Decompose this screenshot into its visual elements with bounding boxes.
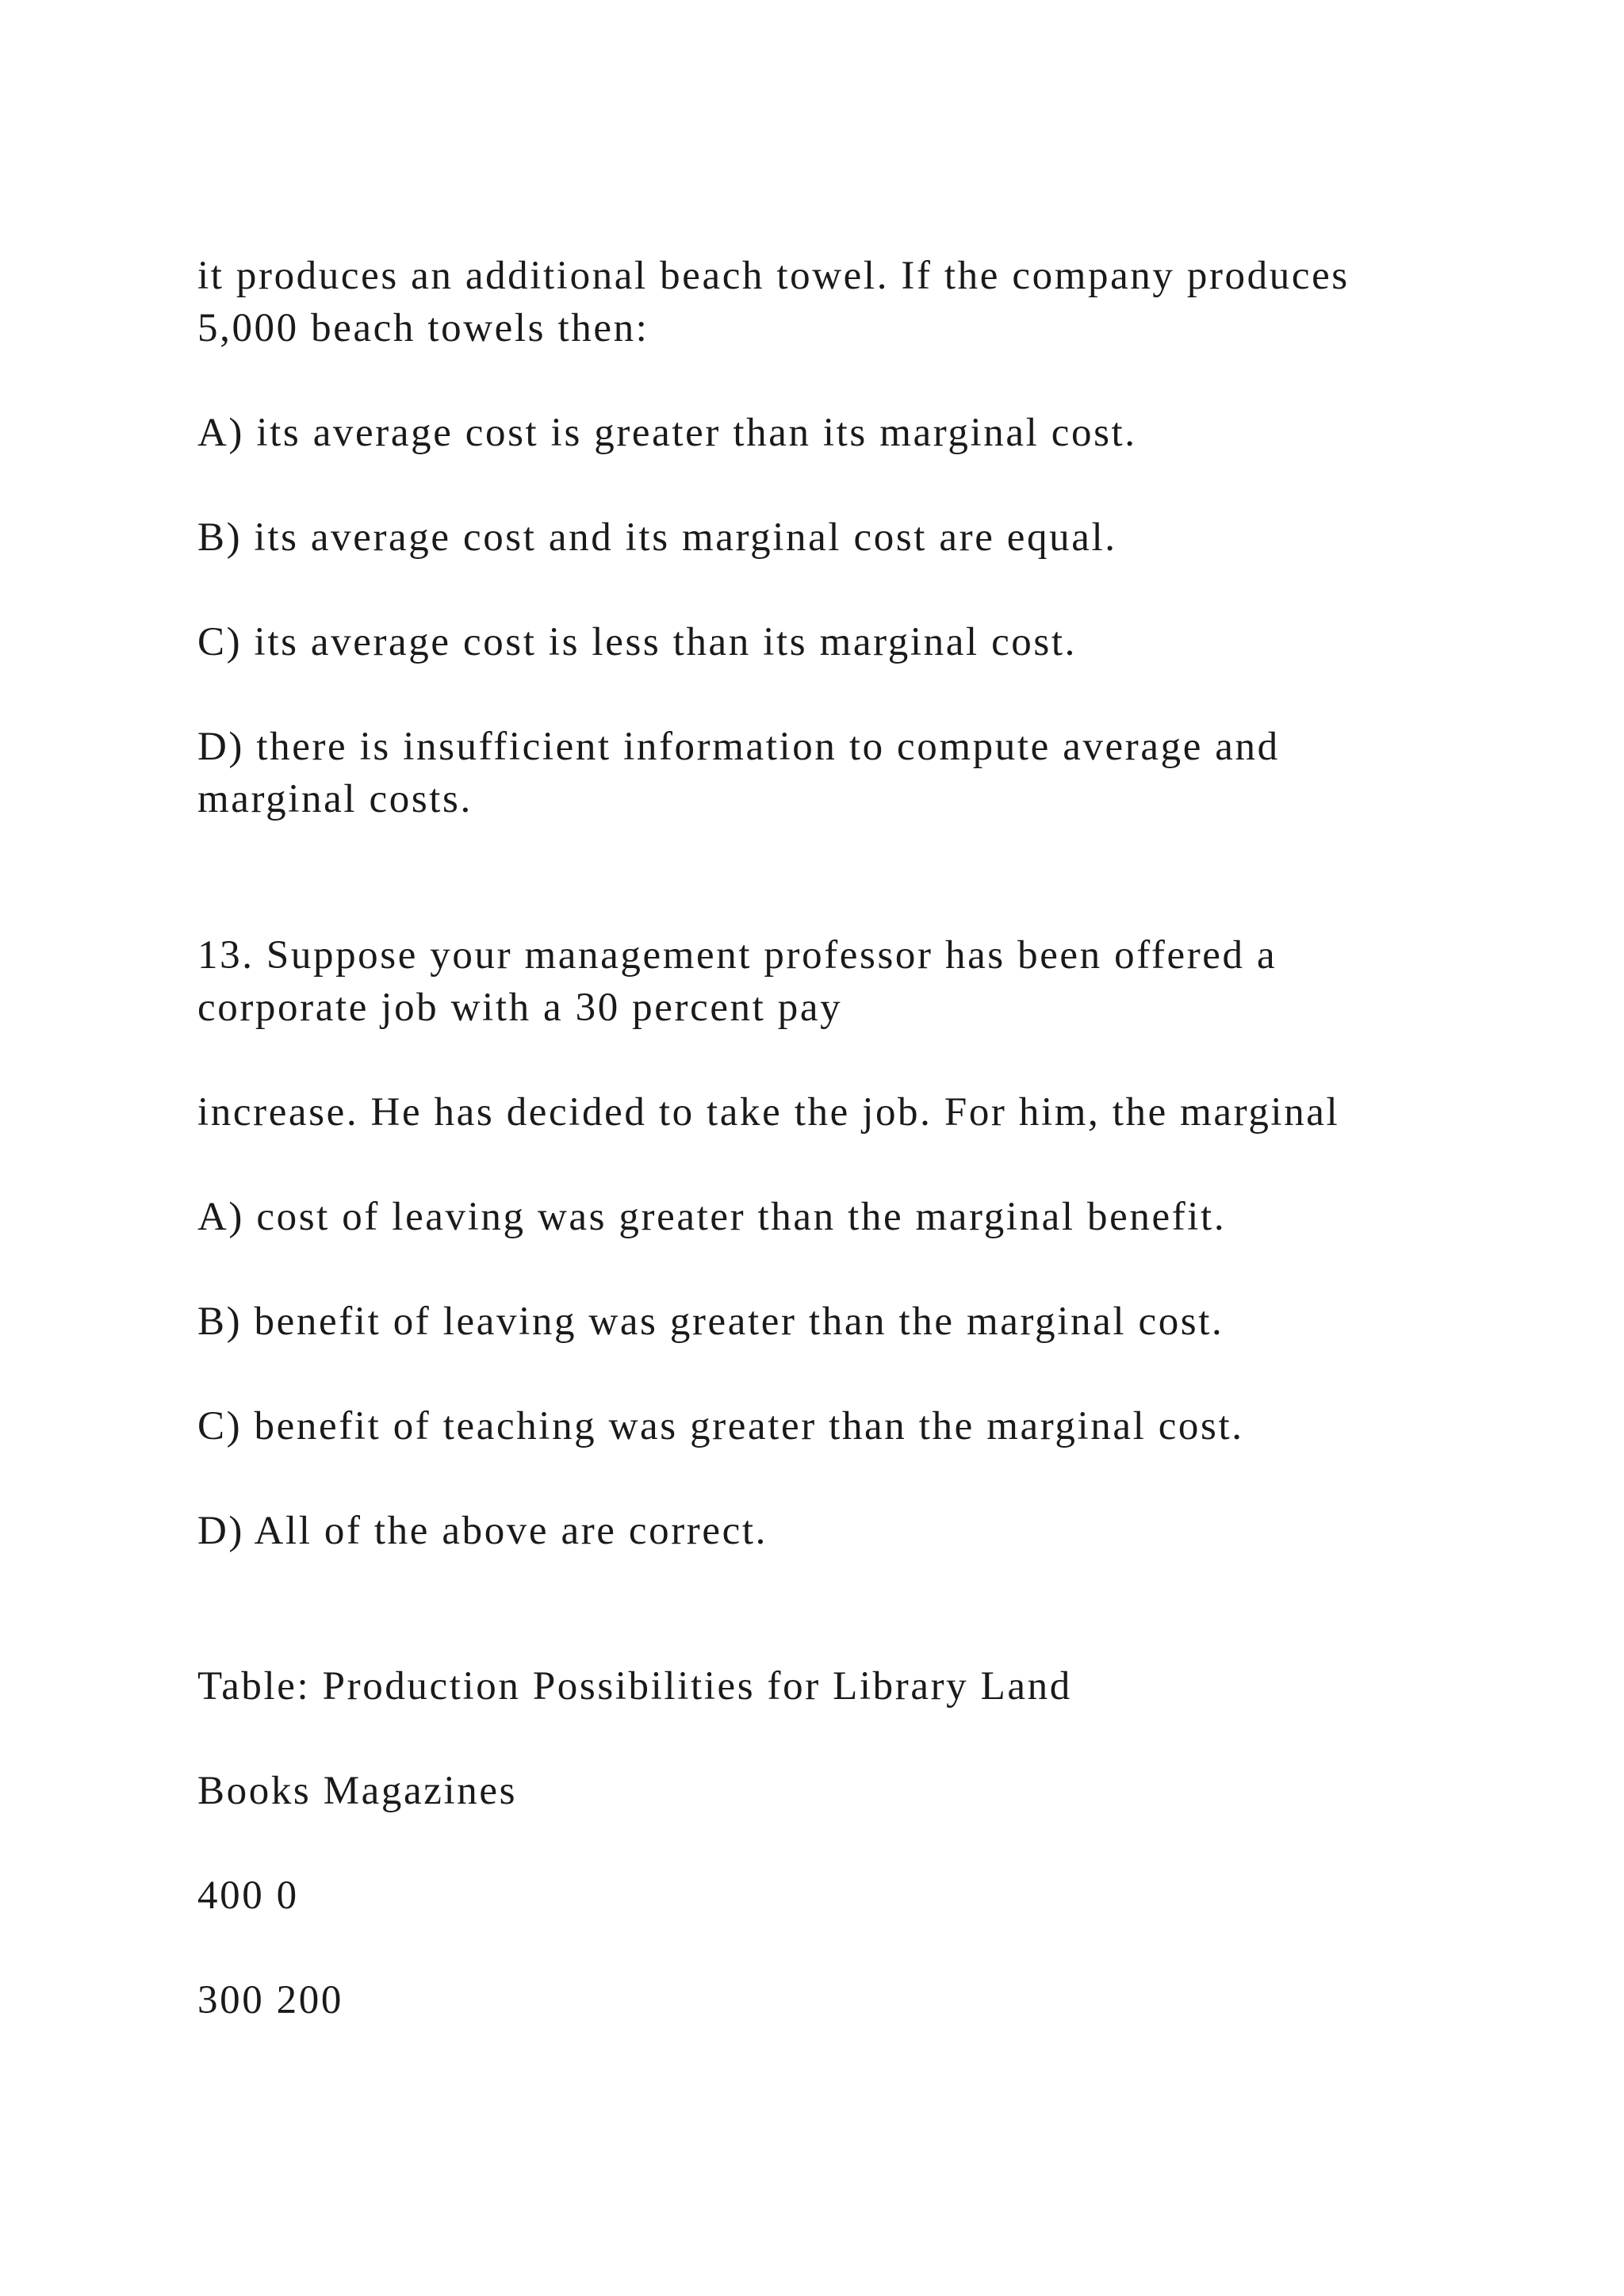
table-row: 300 200 bbox=[197, 1978, 343, 2022]
table-title: Table: Production Possibilities for Library Land bbox=[197, 1664, 1072, 1709]
q13-option-d: D) All of the above are correct. bbox=[197, 1509, 768, 1553]
q12-option-c: C) its average cost is less than its marginal cost. bbox=[197, 620, 1077, 664]
table-header: Books Magazines bbox=[197, 1769, 518, 1813]
q12-option-d-line-1: D) there is insufficient information to compute average and bbox=[197, 725, 1280, 769]
q13-stem-line-3: increase. He has decided to take the job. For him, the marginal bbox=[197, 1090, 1340, 1135]
q12-continued-line-1: it produces an additional beach towel. If the company produces bbox=[197, 254, 1350, 298]
q12-option-a: A) its average cost is greater than its marginal cost. bbox=[197, 411, 1137, 455]
q12-option-d-line-2: marginal costs. bbox=[197, 777, 473, 821]
q13-stem-line-1: 13. Suppose your management professor has been offered a bbox=[197, 933, 1277, 978]
q12-option-b: B) its average cost and its marginal cost are equal. bbox=[197, 515, 1117, 560]
q13-option-b: B) benefit of leaving was greater than the marginal cost. bbox=[197, 1299, 1224, 1344]
q13-stem-line-2: corporate job with a 30 percent pay bbox=[197, 985, 843, 1030]
q13-option-c: C) benefit of teaching was greater than the marginal cost. bbox=[197, 1404, 1244, 1448]
q12-continued-line-2: 5,000 beach towels then: bbox=[197, 306, 649, 350]
table-row: 400 0 bbox=[197, 1873, 299, 1918]
q13-option-a: A) cost of leaving was greater than the marginal benefit. bbox=[197, 1195, 1227, 1239]
